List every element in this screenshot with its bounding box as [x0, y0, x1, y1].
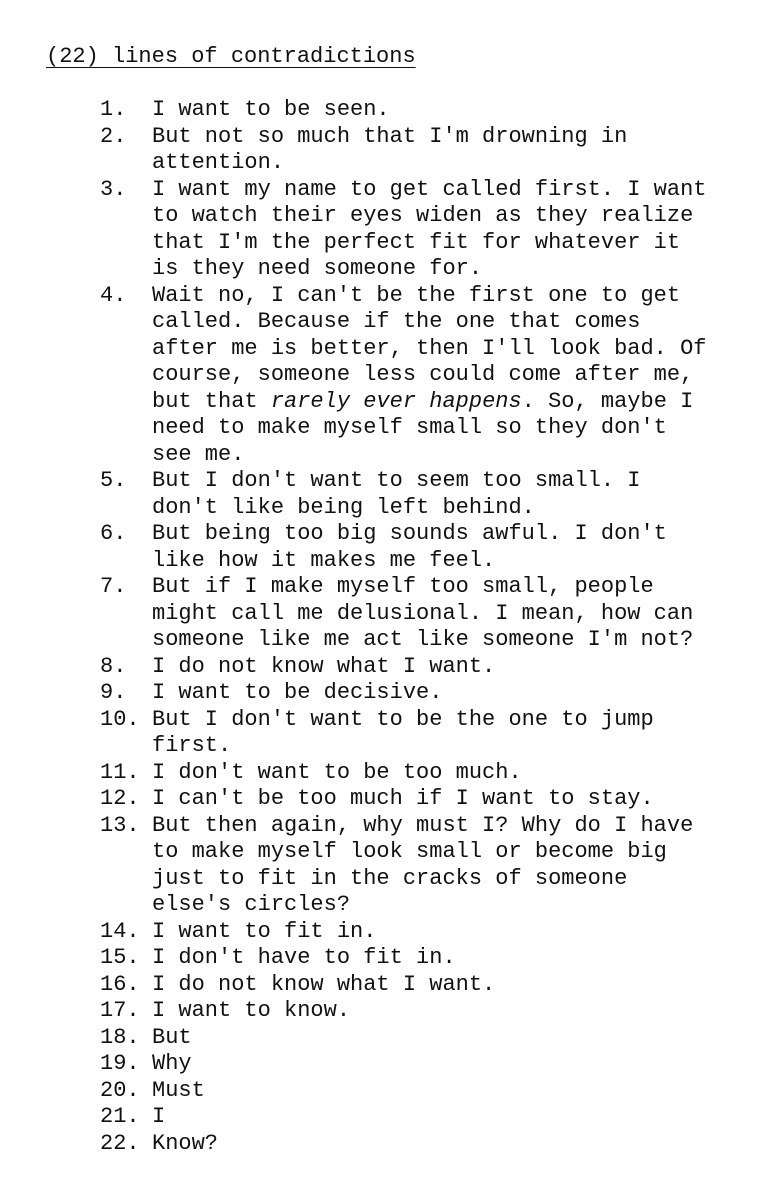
list-text: I	[152, 1104, 166, 1129]
list-number: 15.	[100, 945, 140, 970]
list-item-1	[0, 97, 772, 124]
list-item-10	[0, 707, 772, 760]
list-number: 22.	[100, 1130, 140, 1156]
list-text: But not so much that I'm drowning in attention.	[152, 123, 628, 175]
list-item-6	[0, 521, 772, 574]
list-number: 1.	[100, 97, 127, 122]
list-number: 21.	[100, 1104, 140, 1129]
list-item-2	[0, 124, 772, 177]
list-number: 18.	[100, 1024, 140, 1050]
contradictions-list	[0, 97, 772, 1157]
list-text-part: . So, maybe I need to make myself small so they don't see me.	[152, 388, 694, 467]
list-text: I don't have to fit in.	[152, 945, 456, 970]
list-number: 19.	[100, 1051, 140, 1076]
list-text: Must	[152, 1077, 205, 1103]
list-item-16	[0, 972, 772, 999]
list-number: 8.	[100, 653, 127, 679]
list-item-13	[0, 813, 772, 919]
list-number: 9.	[100, 680, 127, 705]
list-text: I want to be decisive.	[152, 680, 443, 705]
list-number: 16.	[100, 971, 140, 997]
list-item-4	[0, 283, 772, 469]
list-text: But	[152, 1024, 192, 1050]
list-number: 11.	[100, 759, 140, 785]
list-number: 13.	[100, 812, 140, 838]
list-item-22	[0, 1131, 772, 1158]
list-item-21	[0, 1104, 772, 1131]
list-text: Know?	[152, 1130, 219, 1156]
list-item-15	[0, 945, 772, 972]
list-number: 10.	[100, 706, 140, 732]
list-text: I can't be too much if I want to stay.	[152, 786, 654, 811]
list-item-8	[0, 654, 772, 681]
list-number: 12.	[100, 786, 140, 811]
list-number: 4.	[100, 282, 127, 308]
list-item-11	[0, 760, 772, 787]
list-item-3	[0, 177, 772, 283]
list-item-12	[0, 786, 772, 813]
list-text: I want my name to get called first. I want to watch their eyes widen as they realize that I'm the perfect fit for whatever it is they need someone for.	[152, 176, 707, 281]
list-number: 20.	[100, 1077, 140, 1103]
list-item-5	[0, 468, 772, 521]
list-text: But if I make myself too small, people might call me delusional. I mean, how can someone like me act like someone I'm not?	[152, 574, 694, 652]
list-item-14	[0, 919, 772, 946]
list-item-9	[0, 680, 772, 707]
italic-emphasis: rarely ever happens	[270, 388, 522, 414]
list-text: I don't want to be too much.	[152, 759, 522, 785]
list-number: 2.	[100, 123, 127, 149]
list-item-7	[0, 574, 772, 654]
list-item-17	[0, 998, 772, 1025]
list-number: 14.	[100, 918, 140, 944]
list-text: I do not know what I want.	[152, 971, 496, 997]
list-text: I want to know.	[152, 998, 351, 1023]
document-title: (22) lines of contradictions	[46, 44, 416, 69]
list-number: 6.	[100, 521, 127, 546]
list-item-19	[0, 1051, 772, 1078]
list-text: But then again, why must I? Why do I have to make myself look small or become big just to fit in the cracks of someone else's circles?	[152, 812, 694, 917]
list-text: But I don't want to be the one to jump first.	[152, 706, 654, 758]
list-number: 7.	[100, 574, 127, 599]
list-number: 5.	[100, 468, 127, 493]
list-item-18	[0, 1025, 772, 1052]
list-item-20	[0, 1078, 772, 1105]
list-text	[152, 283, 718, 469]
list-number: 17.	[100, 998, 140, 1023]
list-text: Why	[152, 1051, 192, 1076]
list-number: 3.	[100, 176, 127, 202]
list-text: I want to fit in.	[152, 918, 377, 944]
list-text: But being too big sounds awful. I don't like how it makes me feel.	[152, 521, 667, 573]
list-text: I do not know what I want.	[152, 653, 496, 679]
list-text: But I don't want to seem too small. I don't like being left behind.	[152, 468, 641, 520]
list-text: I want to be seen.	[152, 97, 390, 122]
list-text-part: Wait no, I can't be the first one to get called. Because if the one that comes after me is better, then I'll look bad. Of course, someone less could come after me, but that	[152, 282, 707, 414]
